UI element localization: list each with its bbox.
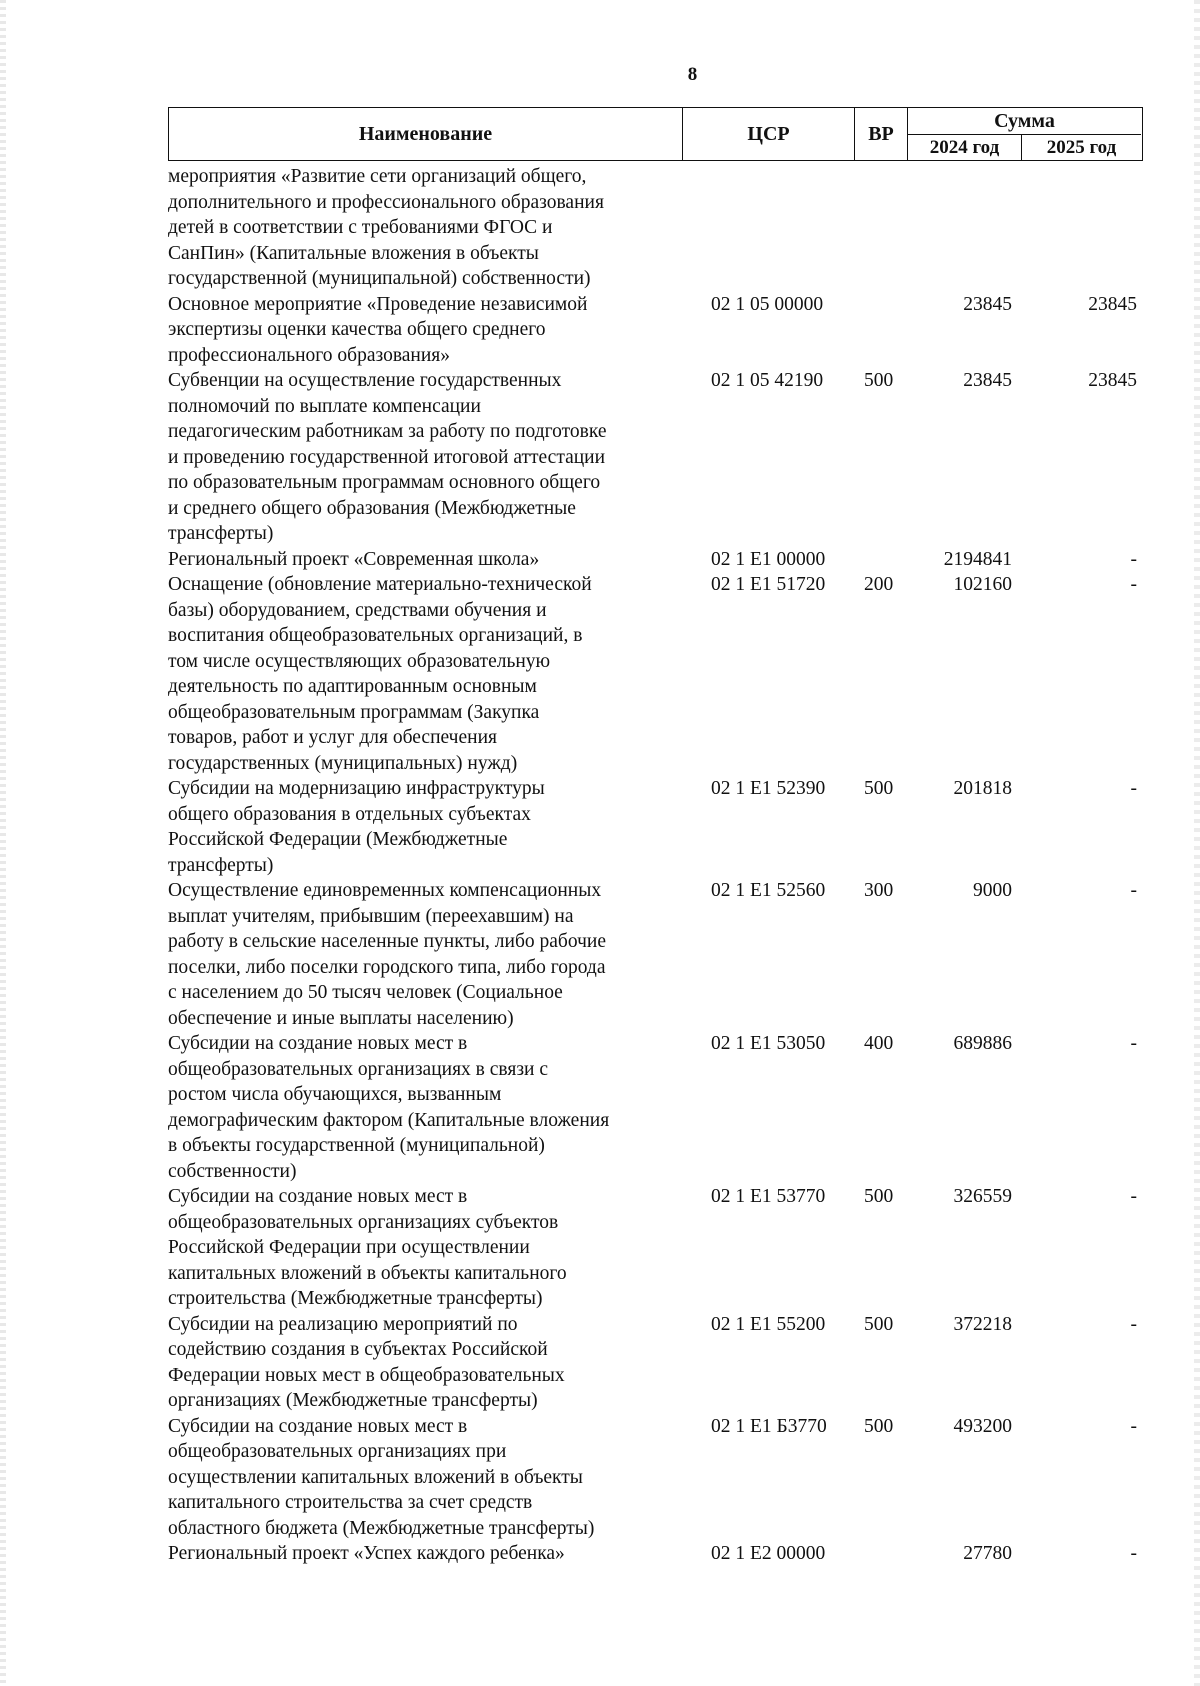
header-csr: ЦСР: [683, 108, 855, 160]
row-sum-2024: 201818: [953, 778, 1012, 799]
row-sum-2025: -: [1130, 1186, 1137, 1207]
row-name-line: организациях (Межбюджетные трансферты): [168, 1390, 538, 1411]
row-sum-2025: -: [1130, 778, 1137, 799]
row-sum-2025: -: [1130, 1313, 1137, 1335]
row-csr: 02 1 E1 00000: [711, 548, 826, 570]
table-row: [168, 1031, 1143, 1184]
row-sum-2024: 23845: [963, 370, 1012, 391]
row-name-line: собственности): [168, 1160, 297, 1182]
row-csr: 02 1 E1 Б3770: [711, 1415, 827, 1437]
row-sum-2025: 23845: [1088, 293, 1137, 315]
table-row: [168, 368, 1143, 547]
scan-edge-right: [1194, 0, 1200, 1686]
row-name-line: мероприятия «Развитие сети организаций общего,: [168, 166, 587, 187]
row-name-line: детей в соответствии с требованиями ФГОС и: [168, 217, 553, 238]
row-vr: 500: [864, 1313, 894, 1335]
row-name: [168, 292, 678, 369]
table-row: [168, 1184, 1143, 1312]
row-csr: 02 1 E1 55200: [711, 1313, 826, 1335]
row-name-line: педагогическим работникам за работу по подготовке: [168, 421, 607, 442]
row-csr: 02 1 05 00000: [711, 293, 824, 315]
row-name-line: капитальных вложений в объекты капитального: [168, 1262, 567, 1284]
row-csr: 02 1 E1 52390: [711, 778, 826, 799]
row-name-line: профессионального образования»: [168, 344, 451, 366]
row-name-line: Федерации новых мест в общеобразовательных: [168, 1364, 565, 1386]
header-sum: Сумма: [908, 108, 1141, 135]
row-name-line: общеобразовательных организациях субъектов: [168, 1211, 559, 1233]
row-name-line: трансферты): [168, 523, 274, 544]
row-name-line: Субсидии на создание новых мест в: [168, 1033, 468, 1054]
row-name-line: Субвенции на осуществление государственных: [168, 370, 562, 391]
table-row: [168, 164, 1143, 292]
row-name: [168, 878, 678, 1031]
row-name-line: базы) оборудованием, средствами обучения и: [168, 599, 547, 621]
row-sum-2025: [1012, 164, 1137, 292]
row-name-line: в объекты государственной (муниципальной): [168, 1135, 545, 1156]
table-row: [168, 1312, 1143, 1414]
page-number: 8: [687, 64, 698, 85]
row-name-line: обеспечение и иные выплаты населению): [168, 1007, 514, 1029]
row-vr: [848, 164, 888, 292]
row-name-line: государственных (муниципальных) нужд): [168, 752, 518, 774]
row-name-line: полномочий по выплате компенсации: [168, 395, 481, 417]
row-name-line: СанПин» (Капитальные вложения в объекты: [168, 242, 539, 264]
row-name-line: трансферты): [168, 854, 274, 876]
row-name-line: и среднего общего образования (Межбюджетные: [168, 497, 576, 519]
row-sum-2025: -: [1130, 1415, 1137, 1437]
row-csr: 02 1 05 42190: [711, 370, 824, 391]
row-name: [168, 1541, 678, 1567]
row-csr: [678, 164, 848, 292]
table-body: [168, 164, 1143, 1567]
row-name-line: Основное мероприятие «Проведение независимой: [168, 293, 588, 315]
row-name-line: работу в сельские населенные пункты, либо рабочие: [168, 931, 606, 952]
row-sum-2024: 23845: [963, 293, 1012, 315]
row-name: [168, 1184, 678, 1312]
row-sum-2025: 23845: [1088, 370, 1137, 391]
row-name-line: воспитания общеобразовательных организаций, в: [168, 625, 583, 646]
table-row: [168, 1414, 1143, 1542]
row-vr: 500: [864, 370, 894, 391]
table-row: [168, 547, 1143, 573]
row-name-line: Субсидии на реализацию мероприятий по: [168, 1313, 518, 1335]
row-sum-2025: -: [1130, 574, 1137, 595]
row-name-line: Российской Федерации при осуществлении: [168, 1237, 530, 1258]
row-sum-2024: [888, 164, 1012, 292]
row-name-line: Субсидии на модернизацию инфраструктуры: [168, 778, 545, 799]
row-sum-2025: -: [1130, 1033, 1137, 1054]
row-name-line: содействию создания в субъектах Российской: [168, 1339, 548, 1360]
table-row: [168, 1541, 1143, 1567]
table-row: [168, 878, 1143, 1031]
row-name-line: демографическим фактором (Капитальные вложения: [168, 1109, 610, 1131]
row-name-line: экспертизы оценки качества общего среднего: [168, 319, 546, 340]
row-name: [168, 164, 678, 292]
row-vr: 300: [864, 880, 894, 901]
row-name-line: областного бюджета (Межбюджетные трансферты): [168, 1517, 595, 1539]
row-csr: 02 1 E1 52560: [711, 880, 826, 901]
row-name-line: Осуществление единовременных компенсационных: [168, 880, 602, 901]
row-sum-2024: 2194841: [943, 548, 1012, 570]
row-sum-2024: 372218: [953, 1313, 1012, 1335]
header-year-2025: 2025 год: [1046, 137, 1117, 158]
row-name-line: с населением до 50 тысяч человек (Социальное: [168, 982, 563, 1003]
row-sum-2024: 27780: [963, 1543, 1012, 1564]
row-name-line: общеобразовательным программам (Закупка: [168, 701, 540, 723]
row-name-line: общеобразовательных организациях в связи с: [168, 1058, 548, 1080]
table-row: [168, 776, 1143, 878]
row-name: [168, 1312, 678, 1414]
row-name-line: по образовательным программам основного общего: [168, 472, 601, 493]
row-sum-2024: 326559: [953, 1186, 1012, 1207]
row-csr: 02 1 E1 53050: [711, 1033, 826, 1054]
row-sum-2025: -: [1130, 548, 1137, 570]
row-name-line: государственной (муниципальной) собственности): [168, 268, 591, 289]
row-name-line: и проведению государственной итоговой аттестации: [168, 446, 606, 468]
row-name-line: Региональный проект «Успех каждого ребенка»: [168, 1543, 565, 1564]
row-vr: [848, 292, 888, 369]
row-name-line: Оснащение (обновление материально-технической: [168, 574, 592, 595]
row-name: [168, 776, 678, 878]
row-name-line: дополнительного и профессионального образования: [168, 191, 604, 213]
row-vr: 400: [864, 1033, 894, 1054]
row-name-line: поселки, либо поселки городского типа, либо города: [168, 956, 606, 978]
row-name-line: Региональный проект «Современная школа»: [168, 548, 540, 570]
row-name: [168, 547, 678, 573]
table-header: [168, 107, 1143, 161]
header-year-2024: 2024 год: [908, 135, 1022, 161]
row-vr: 500: [864, 1415, 894, 1437]
row-sum-2024: 102160: [953, 574, 1012, 595]
row-name-line: строительства (Межбюджетные трансферты): [168, 1288, 543, 1309]
row-vr: 200: [864, 574, 894, 595]
row-csr: 02 1 E1 51720: [711, 574, 826, 595]
row-name-line: Субсидии на создание новых мест в: [168, 1415, 468, 1437]
row-name-line: Субсидии на создание новых мест в: [168, 1186, 468, 1207]
row-vr: 500: [864, 1186, 894, 1207]
row-name-line: общего образования в отдельных субъектах: [168, 803, 531, 825]
row-name-line: осуществлении капитальных вложений в объекты: [168, 1466, 583, 1488]
row-sum-2025: -: [1130, 880, 1137, 901]
row-name: [168, 368, 678, 547]
row-name-line: том числе осуществляющих образовательную: [168, 650, 551, 672]
row-name-line: товаров, работ и услуг для обеспечения: [168, 727, 497, 748]
row-csr: 02 1 E2 00000: [711, 1543, 826, 1564]
row-sum-2024: 689886: [953, 1033, 1012, 1054]
row-sum-2024: 493200: [953, 1415, 1012, 1437]
row-vr: [848, 1541, 888, 1567]
row-vr: [848, 547, 888, 573]
scan-edge-left: [0, 0, 6, 1686]
row-name-line: общеобразовательных организациях при: [168, 1441, 507, 1462]
row-name-line: ростом числа обучающихся, вызванным: [168, 1084, 502, 1105]
table-row: [168, 292, 1143, 369]
row-sum-2024: 9000: [973, 880, 1012, 901]
row-name-line: Российской Федерации (Межбюджетные: [168, 829, 508, 850]
row-name-line: выплат учителям, прибывшим (переехавшим) на: [168, 905, 574, 927]
row-name-line: капитального строительства за счет средств: [168, 1492, 533, 1513]
row-sum-2025: -: [1130, 1543, 1137, 1564]
row-name: [168, 1414, 678, 1542]
row-csr: 02 1 E1 53770: [711, 1186, 826, 1207]
row-name: [168, 572, 678, 776]
table-row: [168, 572, 1143, 776]
row-name: [168, 1031, 678, 1184]
row-vr: 500: [864, 778, 894, 799]
header-name: Наименование: [169, 108, 683, 160]
header-vr: ВР: [855, 108, 908, 160]
row-name-line: деятельность по адаптированным основным: [168, 676, 537, 697]
